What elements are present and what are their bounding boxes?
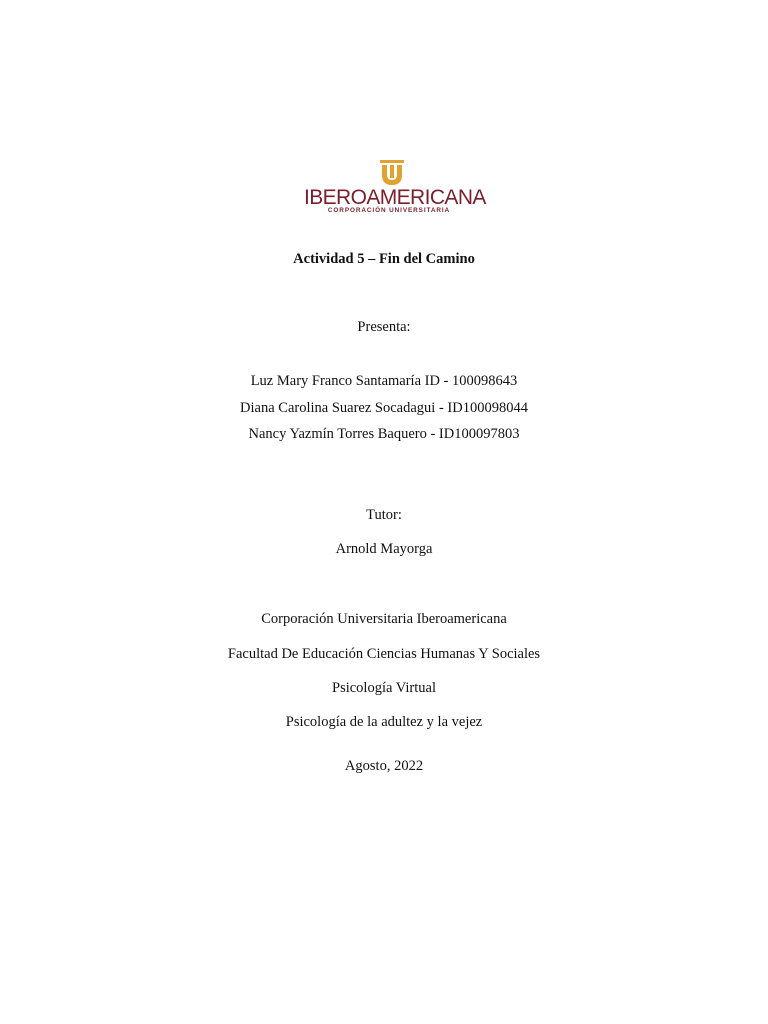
institution-name: Corporación Universitaria Iberoamericana — [261, 611, 507, 627]
program-name: Psicología Virtual — [332, 680, 436, 696]
presenta-label: Presenta: — [357, 319, 411, 335]
logo-subtitle: CORPORACIÓN UNIVERSITARIA — [327, 207, 451, 214]
document-date: Agosto, 2022 — [344, 758, 424, 774]
author-line: Diana Carolina Suarez Socadagui - ID100098044 — [240, 400, 528, 416]
author-line: Nancy Yazmín Torres Baquero - ID100097803 — [248, 426, 520, 442]
tutor-name: Arnold Mayorga — [335, 541, 433, 557]
course-name: Psicología de la adultez y la vejez — [285, 714, 483, 730]
author-line: Luz Mary Franco Santamaría ID - 100098643 — [250, 373, 518, 389]
university-logo — [304, 160, 486, 216]
tutor-label: Tutor: — [366, 507, 402, 523]
document-title: Actividad 5 – Fin del Camino — [293, 251, 475, 267]
logo-emblem-icon — [378, 160, 406, 188]
faculty-name: Facultad De Educación Ciencias Humanas Y Sociales — [227, 646, 541, 662]
logo-name: IBEROAMERICANA — [304, 186, 486, 209]
